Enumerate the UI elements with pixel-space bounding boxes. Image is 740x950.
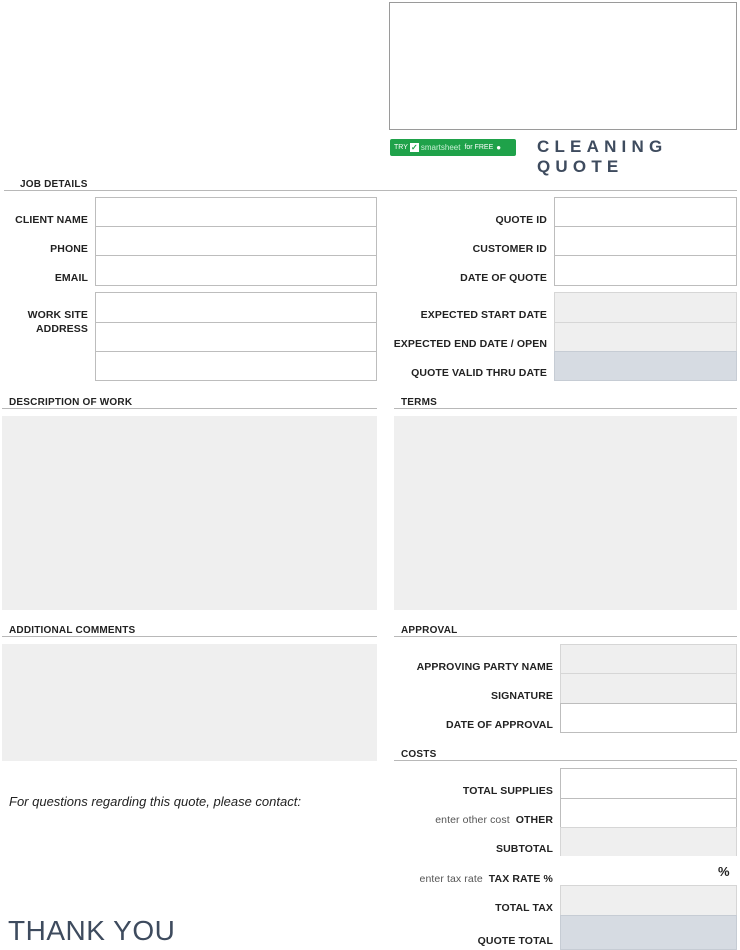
quote-total-field[interactable] (560, 915, 737, 950)
tax-rate-label-text: TAX RATE % (488, 873, 553, 885)
badge-brand-label: smartsheet (420, 143, 461, 152)
approving-party-field[interactable] (560, 644, 737, 674)
tax-rate-field[interactable] (560, 856, 737, 886)
expected-end-field[interactable] (554, 322, 737, 352)
logo-placeholder[interactable] (389, 2, 737, 130)
description-divider (2, 408, 377, 409)
thank-you-text: THANK YOU (8, 915, 176, 946)
pointer-icon: ● (496, 143, 502, 152)
quote-id-field[interactable] (554, 197, 737, 227)
terms-heading: TERMS (401, 397, 437, 408)
expected-end-label: EXPECTED END DATE / OPEN (393, 338, 547, 350)
client-name-label: CLIENT NAME (15, 214, 88, 226)
page-title: CLEANING QUOTE (537, 137, 668, 176)
other-label (390, 814, 553, 826)
job-details-divider (4, 190, 737, 191)
total-supplies-field[interactable] (560, 768, 737, 799)
signature-field[interactable] (560, 673, 737, 704)
total-supplies-label: TOTAL SUPPLIES (462, 785, 553, 797)
expected-start-field[interactable] (554, 292, 737, 323)
other-hint: enter other cost (435, 814, 510, 826)
quote-id-label: QUOTE ID (495, 214, 547, 226)
comments-heading: ADDITIONAL COMMENTS (9, 625, 136, 636)
try-smartsheet-button[interactable] (390, 139, 516, 156)
costs-divider (394, 760, 737, 761)
email-label: EMAIL (54, 272, 88, 284)
work-site-label: WORK SITE (27, 309, 88, 321)
checkmark-icon: ✓ (411, 143, 418, 152)
date-of-quote-label: DATE OF QUOTE (460, 272, 547, 284)
comments-divider (2, 636, 377, 637)
contact-text: For questions regarding this quote, please contact: (9, 794, 301, 809)
comments-field[interactable] (2, 644, 377, 761)
total-tax-field[interactable] (560, 885, 737, 916)
date-of-approval-label: DATE OF APPROVAL (446, 719, 553, 731)
date-of-quote-field[interactable] (554, 255, 737, 286)
job-details-heading: JOB DETAILS (20, 179, 88, 190)
tax-rate-label (390, 873, 553, 885)
subtotal-label: SUBTOTAL (496, 843, 553, 855)
approval-divider (394, 636, 737, 637)
total-tax-label: TOTAL TAX (495, 902, 553, 914)
customer-id-field[interactable] (554, 226, 737, 256)
description-heading: DESCRIPTION OF WORK (9, 397, 133, 408)
phone-label: PHONE (50, 243, 88, 255)
badge-cta-label: for FREE (464, 144, 494, 151)
email-field[interactable] (95, 255, 377, 286)
costs-heading: COSTS (401, 749, 437, 760)
phone-field[interactable] (95, 226, 377, 256)
address-label: ADDRESS (35, 323, 88, 335)
other-label-text: OTHER (515, 814, 553, 826)
approval-heading: APPROVAL (401, 625, 458, 636)
quote-total-label: QUOTE TOTAL (477, 935, 553, 947)
terms-field[interactable] (394, 416, 737, 610)
signature-label: SIGNATURE (491, 690, 553, 702)
expected-start-label: EXPECTED START DATE (420, 309, 547, 321)
badge-try-label: TRY (394, 144, 408, 151)
percent-sign: % (718, 864, 730, 879)
address-line-1-field[interactable] (95, 292, 377, 323)
valid-thru-field[interactable] (554, 351, 737, 381)
address-line-3-field[interactable] (95, 351, 377, 381)
client-name-field[interactable] (95, 197, 377, 227)
other-field[interactable] (560, 798, 737, 828)
valid-thru-label: QUOTE VALID THRU DATE (411, 367, 547, 379)
description-field[interactable] (2, 416, 377, 610)
tax-rate-hint: enter tax rate (419, 873, 483, 885)
subtotal-field[interactable] (560, 827, 737, 857)
address-line-2-field[interactable] (95, 322, 377, 352)
date-of-approval-field[interactable] (560, 703, 737, 733)
terms-divider (394, 408, 737, 409)
customer-id-label: CUSTOMER ID (472, 243, 547, 255)
approving-party-label: APPROVING PARTY NAME (416, 661, 553, 673)
